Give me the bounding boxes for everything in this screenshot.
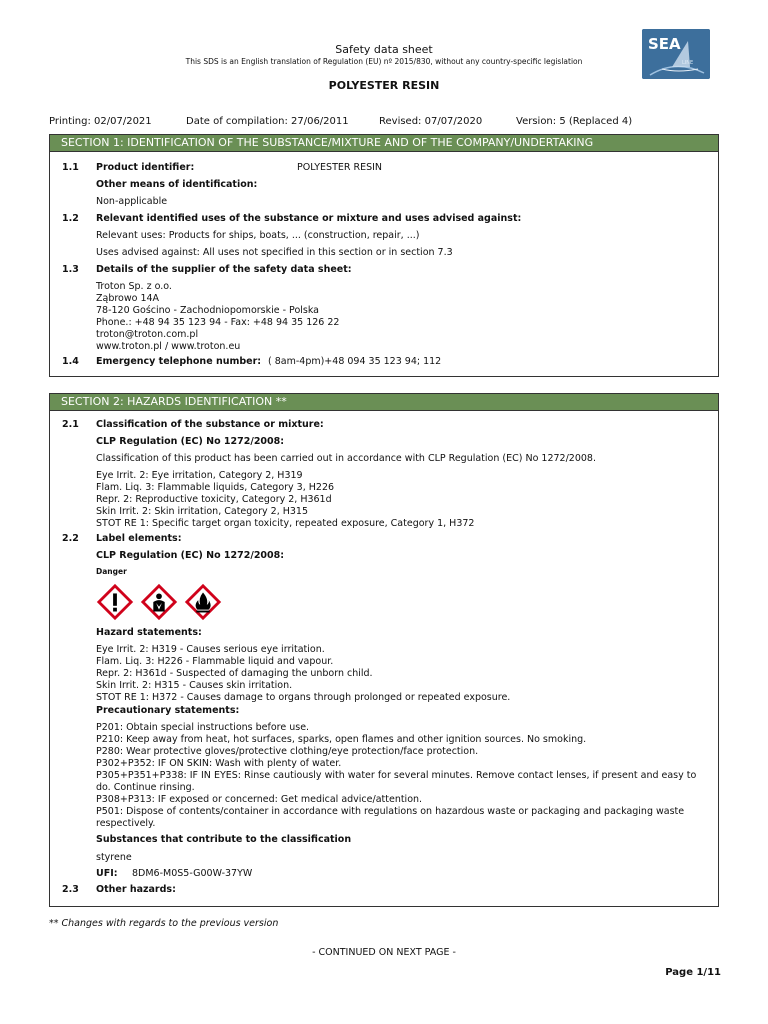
precautionary-statement: P501: Dispose of contents/container in accordance with regulations on hazardous waste or packaging and packaging waste <box>96 806 685 817</box>
document-subtitle: This SDS is an English translation of Regulation (EU) nº 2015/830, without any country-specific legislation <box>185 57 583 66</box>
exclamation-mark-icon <box>96 583 134 621</box>
changes-footnote: ** Changes with regards to the previous version <box>49 918 279 929</box>
supplier-line: 78-120 Gościno - Zachodniopomorskie - Polska <box>96 305 320 316</box>
uses-advised-against: Uses advised against: All uses not specified in this section or in section 7.3 <box>96 247 453 258</box>
section-1-title: SECTION 1: IDENTIFICATION OF THE SUBSTANCE/MIXTURE AND OF THE COMPANY/UNDERTAKING <box>50 135 718 152</box>
supplier-email[interactable]: troton@troton.com.pl <box>96 329 199 340</box>
hazard-statement: Skin Irrit. 2: H315 - Causes skin irritation. <box>96 680 293 691</box>
clp-regulation-label: CLP Regulation (EC) No 1272/2008: <box>96 550 285 561</box>
substance-name: styrene <box>96 852 132 863</box>
precautionary-statement: P210: Keep away from heat, hot surfaces, sparks, open flames and other ignition sources. No smoking. <box>96 734 587 745</box>
supplier-line: Phone.: +48 94 35 123 94 - Fax: +48 94 35 126 22 <box>96 317 340 328</box>
hazard-statement: STOT RE 1: H372 - Causes damage to organs through prolonged or repeated exposure. <box>96 692 511 703</box>
document-title: Safety data sheet <box>335 43 433 56</box>
clp-regulation-label: CLP Regulation (EC) No 1272/2008: <box>96 436 285 447</box>
label-elements-label: Label elements: <box>96 533 182 544</box>
flame-icon <box>184 583 222 621</box>
section-2-title: SECTION 2: HAZARDS IDENTIFICATION ** <box>50 394 718 411</box>
classification-label: Classification of the substance or mixture: <box>96 419 324 430</box>
precautionary-statement: P302+P352: IF ON SKIN: Wash with plenty of water. <box>96 758 342 769</box>
classification-item: Eye Irrit. 2: Eye irritation, Category 2, H319 <box>96 470 303 481</box>
section-1-2-number: 1.2 <box>62 213 79 224</box>
company-logo <box>642 29 710 79</box>
classification-item: Repr. 2: Reproductive toxicity, Category 2, H361d <box>96 494 332 505</box>
product-name: POLYESTER RESIN <box>328 79 440 92</box>
emergency-phone-value: ( 8am-4pm)+48 094 35 123 94; 112 <box>268 356 442 367</box>
hazard-statements-list <box>96 644 510 704</box>
printing-date: Printing: 02/07/2021 <box>49 116 152 127</box>
continued-notice: - CONTINUED ON NEXT PAGE - <box>312 947 456 958</box>
logo-text: SEA <box>648 35 681 53</box>
section-1-4-number: 1.4 <box>62 356 79 367</box>
ufi-value: 8DM6-M0S5-G00W-37YW <box>132 868 253 879</box>
revised-date: Revised: 07/07/2020 <box>379 116 483 127</box>
precautionary-statements-list <box>96 722 696 830</box>
hazard-pictograms <box>96 583 222 621</box>
section-1-3-number: 1.3 <box>62 264 79 275</box>
classification-item: Skin Irrit. 2: Skin irritation, Category 2, H315 <box>96 506 309 517</box>
precautionary-statement: P280: Wear protective gloves/protective clothing/eye protection/face protection. <box>96 746 479 757</box>
classification-list <box>96 470 474 530</box>
classification-item: Flam. Liq. 3: Flammable liquids, Category 3, H226 <box>96 482 335 493</box>
supplier-label: Details of the supplier of the safety data sheet: <box>96 264 352 275</box>
section-2 <box>49 393 719 907</box>
precautionary-statement: P305+P351+P338: IF IN EYES: Rinse cautiously with water for several minutes. Remove contact lenses, if present and easy to <box>96 770 697 781</box>
classification-text: Classification of this product has been carried out in accordance with CLP Regulation (EC) No 1272/2008. <box>96 453 596 464</box>
page-number: Page 1/11 <box>665 967 721 978</box>
precautionary-statement: P308+P313: IF exposed or concerned: Get medical advice/attention. <box>96 794 423 805</box>
product-identifier-value: POLYESTER RESIN <box>297 162 383 173</box>
emergency-phone-label: Emergency telephone number: <box>96 356 262 367</box>
hazard-statement: Flam. Liq. 3: H226 - Flammable liquid and vapour. <box>96 656 334 667</box>
section-2-1-number: 2.1 <box>62 419 79 430</box>
classification-item: STOT RE 1: Specific target organ toxicity, repeated exposure, Category 1, H372 <box>96 518 475 529</box>
precautionary-statements-label: Precautionary statements: <box>96 705 240 716</box>
hazard-statements-label: Hazard statements: <box>96 627 202 638</box>
hazard-statement: Repr. 2: H361d - Suspected of damaging the unborn child. <box>96 668 373 679</box>
substances-label: Substances that contribute to the classification <box>96 834 352 845</box>
supplier-details <box>96 281 339 353</box>
hazard-statement: Eye Irrit. 2: H319 - Causes serious eye irritation. <box>96 644 325 655</box>
other-means-value: Non-applicable <box>96 196 168 207</box>
relevant-uses-label: Relevant identified uses of the substance or mixture and uses advised against: <box>96 213 522 224</box>
precautionary-statement: do. Continue rinsing. <box>96 782 195 793</box>
compilation-date: Date of compilation: 27/06/2011 <box>186 116 349 127</box>
signal-word: Danger <box>96 567 127 576</box>
supplier-line: Ząbrowo 14A <box>96 293 160 304</box>
precautionary-statement: respectively. <box>96 818 156 829</box>
product-identifier-label: Product identifier: <box>96 162 195 173</box>
version: Version: 5 (Replaced 4) <box>516 116 633 127</box>
logo-subtext: LINE <box>682 60 694 66</box>
section-2-2-number: 2.2 <box>62 533 79 544</box>
other-hazards-label: Other hazards: <box>96 884 176 895</box>
section-1-1-number: 1.1 <box>62 162 79 173</box>
section-2-3-number: 2.3 <box>62 884 79 895</box>
section-1 <box>49 134 719 377</box>
supplier-line: Troton Sp. z o.o. <box>96 281 172 292</box>
health-hazard-icon <box>140 583 178 621</box>
supplier-website[interactable]: www.troton.pl / www.troton.eu <box>96 341 241 352</box>
other-means-label: Other means of identification: <box>96 179 258 190</box>
ufi-label: UFI: <box>96 868 118 879</box>
relevant-uses-value: Relevant uses: Products for ships, boats, ... (construction, repair, ...) <box>96 230 420 241</box>
precautionary-statement: P201: Obtain special instructions before use. <box>96 722 310 733</box>
